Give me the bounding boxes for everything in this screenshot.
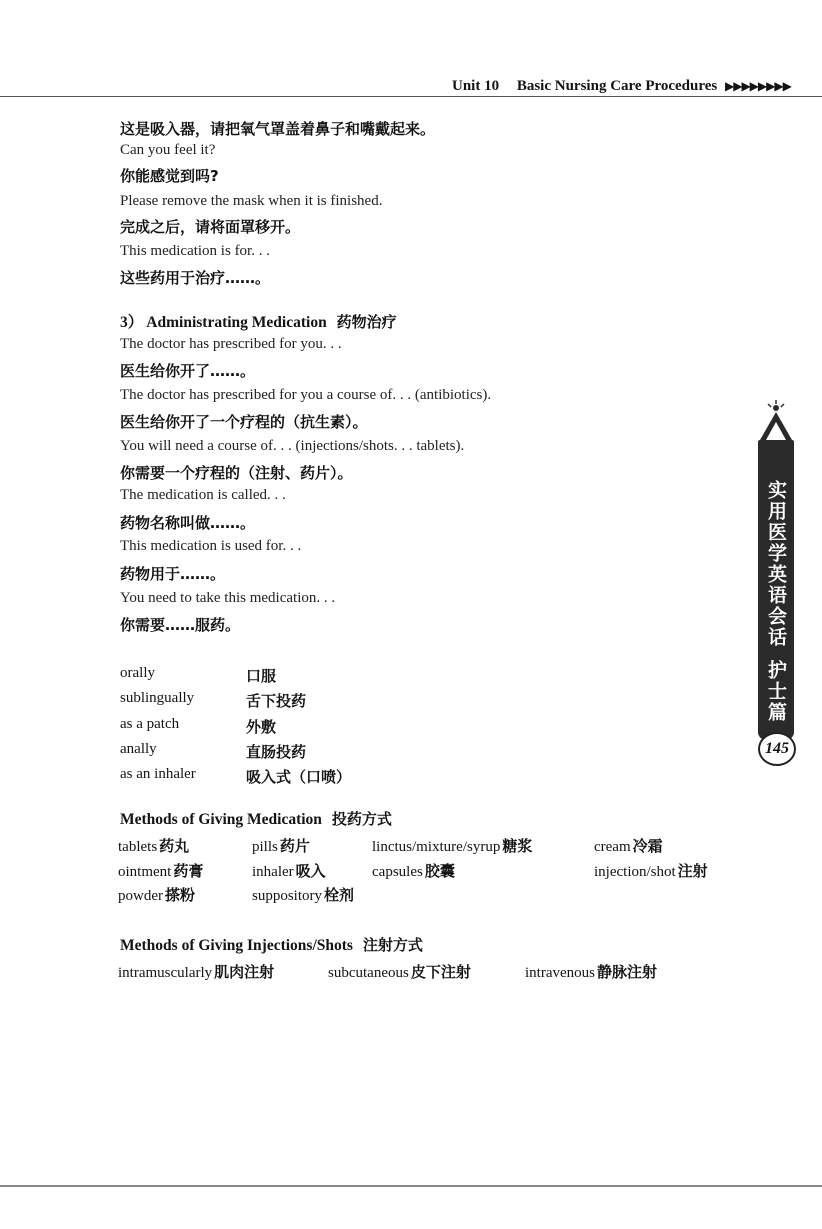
injection-methods-heading [120,934,423,955]
side-tab [758,440,794,740]
medication-term: suppository 栓剂 [252,886,355,904]
phrase-en: The medication is called. . . [120,487,286,503]
header-unit: Unit 10 [452,78,500,94]
header-title: Basic Nursing Care Procedures [516,78,718,94]
route-en: as a patch [120,716,180,732]
medication-term: tablets 药丸 [118,837,190,855]
medication-term: cream 冷霜 [594,837,663,855]
section-title-en: Administrating Medication [146,314,327,331]
injection-methods-title-zh: 注射方式 [362,936,423,954]
medication-methods-title-en: Methods of Giving Medication [120,811,322,828]
route-zh: 舌下投药 [246,692,307,710]
section-title-zh: 药物治疗 [336,313,397,331]
phrase-zh: 这是吸入器，请把氧气罩盖着鼻子和嘴戴起来。 [120,120,436,138]
phrase-en: You will need a course of. . . (injections/shots. . . tablets). [120,438,465,454]
phrase-en: This medication is for. . . [120,243,270,259]
footer-divider [0,1185,822,1187]
phrase-zh: 这些药用于治疗……。 [120,269,271,287]
section-number: 3） [120,314,144,331]
medication-term: inhaler 吸入 [252,862,326,880]
route-zh: 口服 [246,667,277,685]
route-zh: 直肠投药 [246,743,307,761]
phrase-en: You need to take this medication. . . [120,590,336,606]
medication-term: injection/shot 注射 [594,862,708,880]
phrase-zh: 你需要一个疗程的（注射、药片）。 [120,464,353,482]
phrase-zh: 药物名称叫做……。 [120,514,256,532]
injection-methods-title-en: Methods of Giving Injections/Shots [120,937,353,954]
route-en: as an inhaler [120,766,196,782]
injection-term: intravenous 静脉注射 [525,963,657,981]
route-en: anally [120,741,157,757]
page-number: 145 [758,732,796,766]
phrase-en: Please remove the mask when it is finished. [120,193,383,209]
phrase-zh: 药物用于……。 [120,565,226,583]
phrase-zh: 完成之后，请将面罩移开。 [120,218,301,236]
header-arrows-icon: ▶▶▶▶▶▶▶▶ [725,79,791,93]
phrase-en: The doctor has prescribed for you a course of. . . (antibiotics). [120,387,492,403]
phrase-zh: 医生给你开了一个疗程的（抗生素）。 [120,413,368,431]
phrase-en: Can you feel it? [120,142,216,158]
header-divider [0,96,822,97]
route-en: orally [120,665,155,681]
medication-term: pills 药片 [252,837,310,855]
medication-methods-title-zh: 投药方式 [331,810,392,828]
phrase-zh: 医生给你开了……。 [120,362,256,380]
phrase-en: The doctor has prescribed for you. . . [120,336,342,352]
medication-methods-heading [120,808,392,829]
side-tab-title: 实用医学英语会话 [765,480,787,648]
phrase-zh: 你能感觉到吗? [120,167,219,185]
injection-term: subcutaneous 皮下注射 [328,963,471,981]
side-tab-subtitle: 护士篇 [765,660,787,723]
medication-term: ointment 药膏 [118,862,204,880]
medication-term: powder 搽粉 [118,886,196,904]
phrase-zh: 你需要……服药。 [120,616,241,634]
route-en: sublingually [120,690,195,706]
medication-term: linctus/mixture/syrup 糖浆 [372,837,533,855]
medication-term: capsules 胶囊 [372,862,455,880]
section-heading [120,310,397,332]
injection-term: intramuscularly 肌肉注射 [118,963,275,981]
phrase-en: This medication is used for. . . [120,538,302,554]
route-zh: 吸入式（口喷） [246,768,352,786]
route-zh: 外敷 [246,718,277,736]
